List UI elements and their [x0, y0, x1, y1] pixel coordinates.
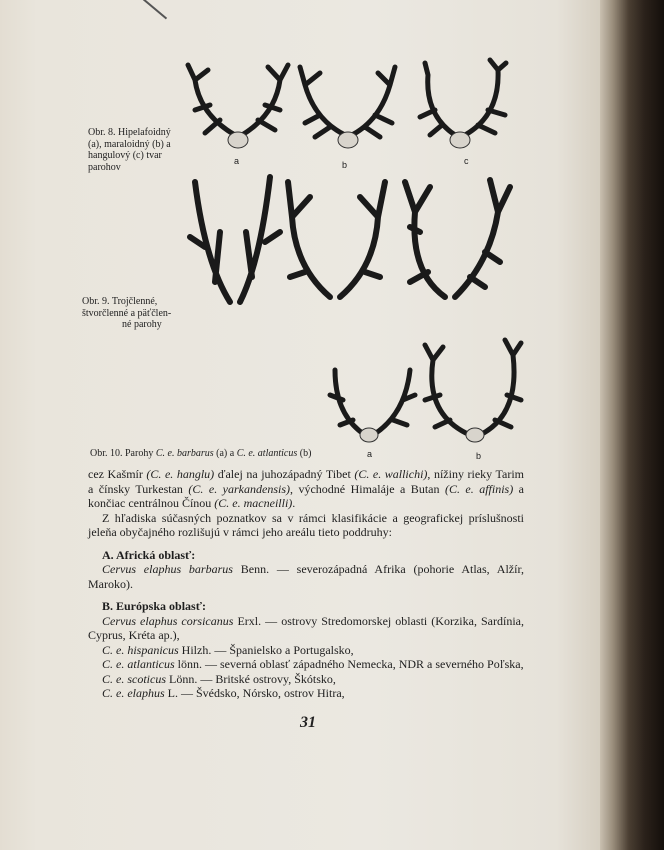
antler-figure-10 — [325, 335, 525, 445]
paragraph-continuation: cez Kašmír (C. e. hanglu) ďalej na juhozápadný Tibet (C. e. wallichi), nížiny rieky Tarim a čínsky Turkestan (C. e. yarkandensis), východné Himaláje a Butan (C. e. affinis) a končiac centrálnou Čínou (C. e. macneilli). — [88, 467, 525, 510]
subspecies-entry: C. e. elaphus L. — Švédsko, Nórsko, ostrov Hitra, — [102, 686, 345, 700]
page-mark — [143, 0, 167, 19]
subspecies-entry: Cervus elaphus barbarus Benn. — severozápadná Afrika (pohorie Atlas, Alžír, Maroko). — [88, 562, 524, 591]
figure-8-caption: Obr. 8. Hipelafoidný (a), maraloidný (b) a hangulový (c) tvar parohov — [88, 127, 171, 173]
section-heading-africa: A. Africká oblasť: — [102, 547, 196, 562]
antler-figure-9 — [180, 172, 520, 317]
figure-9-caption: Obr. 9. Trojčlenné, štvorčlenné a päťčlen- né parohy — [82, 296, 172, 330]
subspecies-entry: C. e. hispanicus Hilzh. — Španielsko a Portugalsko, — [102, 642, 354, 657]
paragraph-intro: Z hľadiska súčasných poznatkov sa v rámci klasifikácie a geografickej príslušnosti jeleňa obyčajného rozlišujú v rámci jeho areálu tieto poddruhy: — [88, 510, 524, 539]
page-number: 31 — [300, 714, 316, 731]
subspecies-entry: Cervus elaphus corsicanus Erxl. — ostrovy Stredomorskej oblasti (Korzika, Sardínia, Cyprus, Kréta ap.), — [88, 613, 524, 642]
antler-figure-8 — [180, 55, 520, 170]
figure-10-label-a: a — [367, 449, 373, 459]
subspecies-entry: C. e. atlanticus lönn. — severná oblasť západného Nemecka, NDR a severného Poľska, — [102, 657, 524, 671]
section-heading-europe: B. Európska oblasť: — [102, 599, 206, 613]
book-binding-shadow — [600, 0, 664, 850]
figure-8-label-c: c — [464, 156, 469, 166]
subspecies-entry: C. e. scoticus Lönn. — Britské ostrovy, Škótsko, — [102, 671, 336, 686]
figure-8-label-b: b — [342, 160, 348, 170]
body-text — [88, 467, 524, 701]
figure-10-caption: Obr. 10. Parohy C. e. barbarus (a) a C. e. atlanticus (b) — [90, 448, 312, 459]
figure-10-label-b: b — [476, 451, 482, 461]
figure-8-label-a: a — [234, 156, 240, 166]
